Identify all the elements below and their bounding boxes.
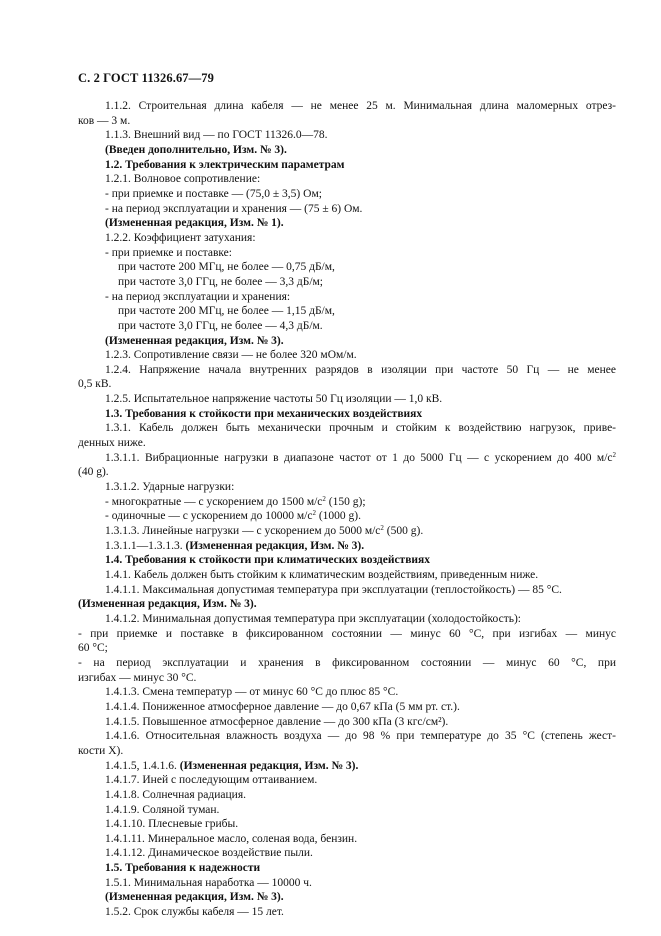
text-line-main: 1.5.2. Срок службы кабеля — 15 лет.	[105, 906, 284, 919]
text-line	[78, 495, 616, 510]
text-line	[78, 377, 616, 392]
text-line	[78, 744, 616, 759]
text-line-main: 1.2.2. Коэффициент затухания:	[105, 231, 256, 244]
text-line	[78, 612, 616, 627]
text-line-main: - одиночные — с ускорением до 10000 м/с	[105, 510, 313, 523]
document-body	[78, 99, 616, 920]
text-line	[78, 597, 616, 612]
text-line	[78, 187, 616, 202]
text-line-main: 1.4.1.4. Пониженное атмосферное давление — до 0,67 кПа (5 мм рт. ст.).	[105, 700, 460, 713]
text-line	[78, 509, 616, 524]
text-line	[78, 99, 616, 114]
text-line	[78, 392, 616, 407]
text-line-main: 1.3.1.3. Линейные нагрузки — с ускорением до 5000 м/с	[105, 525, 381, 538]
text-line-main: (Измененная редакция, Изм. № 3).	[105, 891, 284, 904]
text-line	[78, 407, 616, 422]
text-line-main: 1.4.1.9. Соляной туман.	[105, 803, 220, 816]
text-line	[78, 348, 616, 363]
text-line-main: 1.4.1.5, 1.4.1.6.	[105, 759, 177, 772]
text-line-main: (Введен дополнительно, Изм. № 3).	[105, 143, 287, 156]
text-line-main: 1.4.1.3. Смена температур — от минус 60 °С до плюс 85 °С.	[105, 686, 399, 699]
text-line	[78, 319, 616, 334]
text-line	[78, 729, 616, 744]
text-line-main: денных ниже.	[78, 437, 146, 450]
text-line	[78, 143, 616, 158]
text-line	[78, 334, 616, 349]
text-line	[78, 363, 616, 378]
text-line-main: 1.5.1. Минимальная наработка — 10000 ч.	[105, 876, 312, 889]
text-line-main: 1.2.3. Сопротивление связи — не более 320 мОм/м.	[105, 349, 357, 362]
text-line	[78, 216, 616, 231]
text-line	[78, 700, 616, 715]
text-line	[78, 627, 616, 642]
text-line	[78, 451, 616, 466]
text-line-main: 1.3.1.1. Вибрационные нагрузки в диапазоне частот от 1 до 5000 Гц — с ускорением до 400 м/с	[105, 451, 613, 464]
text-line-main: - при приемке и поставке в фиксированном состоянии — минус 60 °С, при изгибах — минус	[78, 627, 616, 640]
text-line	[78, 172, 616, 187]
text-line-main: - на период эксплуатации и хранения в фиксированном состоянии — минус 60 °С, при	[78, 656, 616, 669]
text-line	[78, 260, 616, 275]
text-line	[78, 539, 616, 554]
text-line-main: 1.4.1.10. Плесневые грибы.	[105, 818, 239, 831]
text-line-main: изгибах — минус 30 °С.	[78, 671, 197, 684]
text-line-main: 1.4.1.7. Иней с последующим оттаиванием.	[105, 774, 318, 787]
superscript: 2	[322, 494, 326, 503]
text-line-main: - многократные — с ускорением до 1500 м/с	[105, 495, 323, 508]
text-line-main: - при приемке и поставке — (75,0 ± 3,5) Ом;	[105, 187, 322, 200]
text-line	[78, 876, 616, 891]
superscript: 2	[380, 524, 384, 533]
text-line	[78, 231, 616, 246]
text-line	[78, 465, 616, 480]
text-line	[78, 128, 616, 143]
text-line	[78, 421, 616, 436]
text-line-main: (Измененная редакция, Изм. № 3).	[78, 598, 257, 611]
text-line-main: при частоте 200 МГц, не более — 0,75 дБ/м,	[118, 261, 335, 274]
text-line	[78, 568, 616, 583]
text-line-main: 1.3.1.2. Ударные нагрузки:	[105, 481, 235, 494]
text-line	[78, 773, 616, 788]
text-line-main: 1.3.1. Кабель должен быть механически прочным и стойким к воздействию нагрузок, приве-	[105, 422, 616, 435]
text-line-after: (150 g);	[325, 495, 366, 508]
text-line-main: 1.4.1.1. Максимальная допустимая температура при эксплуатации (теплостойкость) — 85 °С.	[105, 583, 562, 596]
text-line	[78, 114, 616, 129]
text-line-main: ков — 3 м.	[78, 114, 131, 127]
text-line	[78, 304, 616, 319]
text-line-main: 1.4.1.6. Относительная влажность воздуха — до 98 % при температуре до 35 °С (степень жест-	[105, 730, 616, 743]
amendment-note: (Измененная редакция, Изм. № 3).	[182, 539, 365, 552]
text-line-main: 1.2.5. Испытательное напряжение частоты 50 Гц изоляции — 1,0 кВ.	[105, 393, 443, 406]
text-line	[78, 890, 616, 905]
text-line-main: 1.4. Требования к стойкости при климатических воздействиях	[105, 554, 431, 567]
text-line	[78, 846, 616, 861]
text-line-main: 1.4.1.11. Минеральное масло, соленая вода, бензин.	[105, 832, 358, 845]
text-line-main: - при приемке и поставке:	[105, 246, 232, 259]
text-line	[78, 436, 616, 451]
text-line-main: 1.4.1. Кабель должен быть стойким к климатическим воздействиям, приведенным ниже.	[105, 569, 539, 581]
text-line-main: при частоте 200 МГц, не более — 1,15 дБ/м,	[118, 305, 335, 318]
text-line-main: 1.2. Требования к электрическим параметрам	[105, 158, 345, 171]
text-line-main: 1.4.1.2. Минимальная допустимая температура при эксплуатации (холодостойкость):	[105, 612, 521, 625]
text-line-main: (Измененная редакция, Изм. № 3).	[105, 334, 284, 347]
text-line	[78, 246, 616, 261]
text-line	[78, 861, 616, 876]
text-line-main: - на период эксплуатации и хранения — (75 ± 6) Ом.	[105, 202, 363, 215]
text-line-main: кости X).	[78, 744, 124, 757]
text-line-main: 1.3. Требования к стойкости при механических воздействиях	[105, 407, 423, 420]
text-line-main: 1.4.1.5. Повышенное атмосферное давление — до 300 кПа (3 кгс/см²).	[105, 715, 449, 728]
text-line	[78, 641, 616, 656]
text-line-main: 1.4.1.8. Солнечная радиация.	[105, 788, 246, 801]
text-line	[78, 788, 616, 803]
text-line-main: 0,5 кВ.	[78, 378, 112, 391]
text-line-main: 60 °С;	[78, 642, 108, 655]
amendment-note: (Измененная редакция, Изм. № 3).	[176, 759, 359, 772]
text-line-main: 1.1.2. Строительная длина кабеля — не менее 25 м. Минимальная длина маломерных отрез-	[105, 100, 616, 112]
text-line	[78, 832, 616, 847]
text-line	[78, 158, 616, 173]
text-line-main: при частоте 3,0 ГГц, не более — 4,3 дБ/м.	[118, 319, 323, 332]
text-line	[78, 583, 616, 598]
text-line	[78, 202, 616, 217]
text-line	[78, 817, 616, 832]
superscript: 2	[312, 509, 316, 518]
superscript: 2	[612, 450, 616, 459]
text-line	[78, 685, 616, 700]
text-line	[78, 671, 616, 686]
text-line-main: (40 g).	[78, 466, 109, 479]
text-line-main: 1.2.1. Волновое сопротивление:	[105, 173, 261, 186]
text-line	[78, 759, 616, 774]
text-line	[78, 803, 616, 818]
text-line-after: (500 g).	[383, 525, 424, 538]
text-line	[78, 480, 616, 495]
text-line-main: 1.3.1.1—1.3.1.3.	[105, 539, 183, 552]
text-line-main: 1.5. Требования к надежности	[105, 862, 261, 875]
text-line-main: при частоте 3,0 ГГц, не более — 3,3 дБ/м;	[118, 275, 324, 288]
text-line-main: (Измененная редакция, Изм. № 1).	[105, 217, 284, 230]
text-line-main: 1.4.1.12. Динамическое воздействие пыли.	[105, 847, 313, 860]
text-line	[78, 656, 616, 671]
text-line	[78, 715, 616, 730]
text-line	[78, 553, 616, 568]
text-line-main: 1.1.3. Внешний вид — по ГОСТ 11326.0—78.	[105, 129, 328, 142]
text-line-main: 1.2.4. Напряжение начала внутренних разрядов в изоляции при частоте 50 Гц — не менее	[105, 363, 616, 376]
text-line-after: (1000 g).	[315, 510, 361, 523]
text-line	[78, 524, 616, 539]
page-header: С. 2 ГОСТ 11326.67—79	[78, 71, 214, 85]
text-line	[78, 905, 616, 920]
text-line-main: - на период эксплуатации и хранения:	[105, 290, 291, 303]
text-line	[78, 275, 616, 290]
text-line	[78, 290, 616, 305]
